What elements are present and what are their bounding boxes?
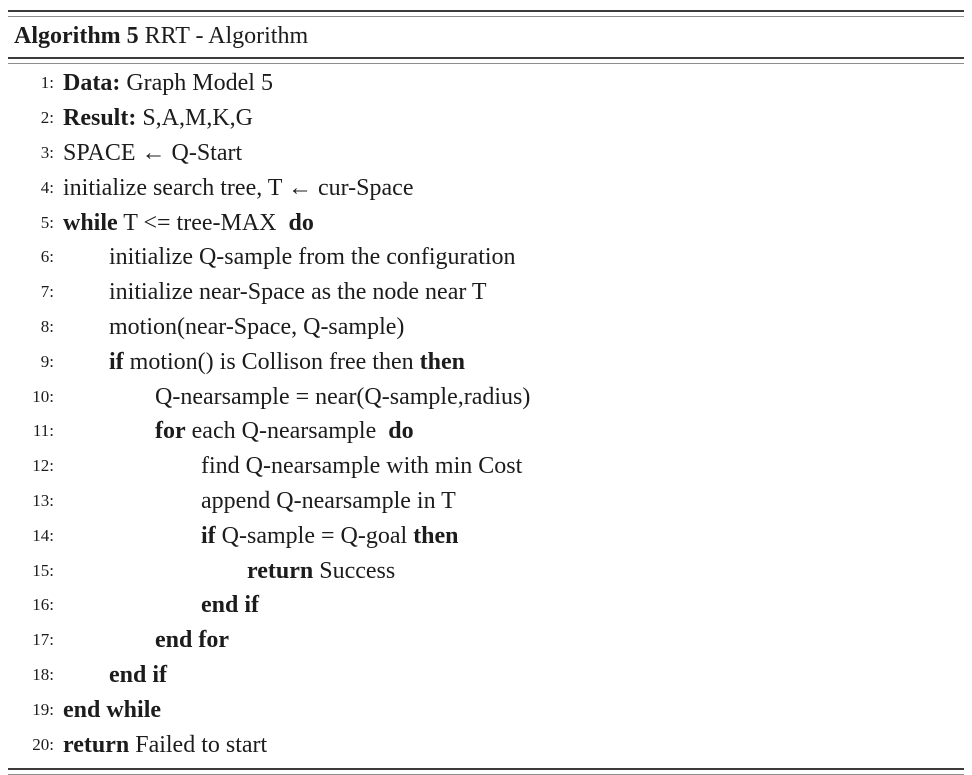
algorithm-line xyxy=(8,623,964,658)
line-number: 2: xyxy=(40,108,54,128)
keyword-segment: do xyxy=(388,418,414,445)
line-text xyxy=(63,557,395,585)
text-segment: motion() is Collison free then xyxy=(123,348,420,375)
header-rule xyxy=(8,57,964,64)
keyword-segment: then xyxy=(419,348,465,375)
line-number: 8: xyxy=(40,316,54,336)
text-segment: Q-sample = Q-goal xyxy=(215,522,414,549)
bottom-rule xyxy=(8,768,964,775)
text-segment: Failed to start xyxy=(129,731,268,758)
line-text xyxy=(63,348,465,376)
algorithm-line xyxy=(8,310,964,345)
text-segment: initialize Q-sample from the configuration xyxy=(109,244,516,271)
keyword-segment: end while xyxy=(63,696,162,723)
keyword-segment: if xyxy=(109,348,124,375)
text-segment: find Q-nearsample with min Cost xyxy=(201,453,523,480)
line-number: 14: xyxy=(32,525,54,545)
line-text xyxy=(63,209,314,237)
line-number: 4: xyxy=(40,177,54,197)
algorithm-line xyxy=(8,170,964,205)
algorithm-line xyxy=(8,553,964,588)
keyword-segment: end for xyxy=(155,627,229,654)
keyword-segment: return xyxy=(247,557,314,584)
line-number: 10: xyxy=(32,386,54,406)
line-number: 17: xyxy=(32,630,54,650)
keyword-segment: for xyxy=(155,418,186,445)
keyword-segment: if xyxy=(201,522,216,549)
text-segment: motion(near-Space, Q-sample) xyxy=(109,313,405,340)
algorithm-line xyxy=(8,66,964,101)
keyword-segment: then xyxy=(413,522,459,549)
line-number: 1: xyxy=(40,73,54,93)
line-number: 13: xyxy=(32,490,54,510)
algorithm-caption-label: Algorithm 5 xyxy=(14,23,139,49)
keyword-segment: end if xyxy=(201,592,260,619)
keyword-segment: Data: xyxy=(63,70,121,97)
line-number: 16: xyxy=(32,595,54,615)
algorithm-line xyxy=(8,727,964,762)
line-text xyxy=(63,417,414,445)
line-text xyxy=(63,313,404,341)
keyword-segment: Result: xyxy=(63,105,137,132)
algorithm-block xyxy=(8,10,964,775)
line-text xyxy=(63,104,253,132)
line-text xyxy=(63,591,259,619)
algorithm-line xyxy=(8,588,964,623)
algorithm-line xyxy=(8,484,964,519)
line-text xyxy=(63,139,242,167)
line-number: 11: xyxy=(32,421,54,441)
line-text xyxy=(63,174,413,202)
text-segment: each Q-nearsample xyxy=(185,418,389,445)
text-segment: SPACE ← Q-Start xyxy=(63,139,243,166)
line-number: 5: xyxy=(40,212,54,232)
algorithm-line xyxy=(8,101,964,136)
text-segment: S,A,M,K,G xyxy=(136,105,254,132)
algorithm-line xyxy=(8,692,964,727)
line-text xyxy=(63,696,161,724)
algorithm-line xyxy=(8,240,964,275)
top-rule xyxy=(8,10,964,17)
keyword-segment: while xyxy=(63,209,118,236)
keyword-segment: end if xyxy=(109,661,168,688)
text-segment: initialize near-Space as the node near T xyxy=(109,279,487,306)
algorithm-line xyxy=(8,344,964,379)
line-text xyxy=(63,243,516,271)
line-number: 12: xyxy=(32,456,54,476)
text-segment: T <= tree-MAX xyxy=(117,209,289,236)
algorithm-line xyxy=(8,414,964,449)
line-number: 18: xyxy=(32,664,54,684)
line-text xyxy=(63,69,273,97)
line-number: 7: xyxy=(40,282,54,302)
algorithm-line xyxy=(8,658,964,693)
keyword-segment: return xyxy=(63,731,130,758)
line-text xyxy=(63,452,522,480)
text-segment: Success xyxy=(313,557,396,584)
line-number: 6: xyxy=(40,247,54,267)
algorithm-body xyxy=(8,64,964,766)
keyword-segment: do xyxy=(288,209,314,236)
algorithm-line xyxy=(8,518,964,553)
text-segment: Graph Model 5 xyxy=(120,70,273,97)
line-text xyxy=(63,383,530,411)
line-number: 19: xyxy=(32,699,54,719)
algorithm-line xyxy=(8,449,964,484)
text-segment: Q-nearsample = near(Q-sample,radius) xyxy=(155,383,531,410)
line-text xyxy=(63,661,167,689)
text-segment: initialize search tree, T ← cur-Space xyxy=(63,174,414,201)
text-segment: append Q-nearsample in T xyxy=(201,487,456,514)
line-text xyxy=(63,522,459,550)
line-text xyxy=(63,487,456,515)
algorithm-caption xyxy=(8,17,964,57)
algorithm-line xyxy=(8,136,964,171)
algorithm-line xyxy=(8,379,964,414)
line-number: 20: xyxy=(32,734,54,754)
line-text xyxy=(63,731,267,759)
line-number: 15: xyxy=(32,560,54,580)
line-text xyxy=(63,626,229,654)
line-number: 9: xyxy=(40,351,54,371)
algorithm-line xyxy=(8,275,964,310)
algorithm-caption-title: RRT - Algorithm xyxy=(138,23,309,49)
line-number: 3: xyxy=(40,142,54,162)
line-text xyxy=(63,278,487,306)
algorithm-line xyxy=(8,205,964,240)
